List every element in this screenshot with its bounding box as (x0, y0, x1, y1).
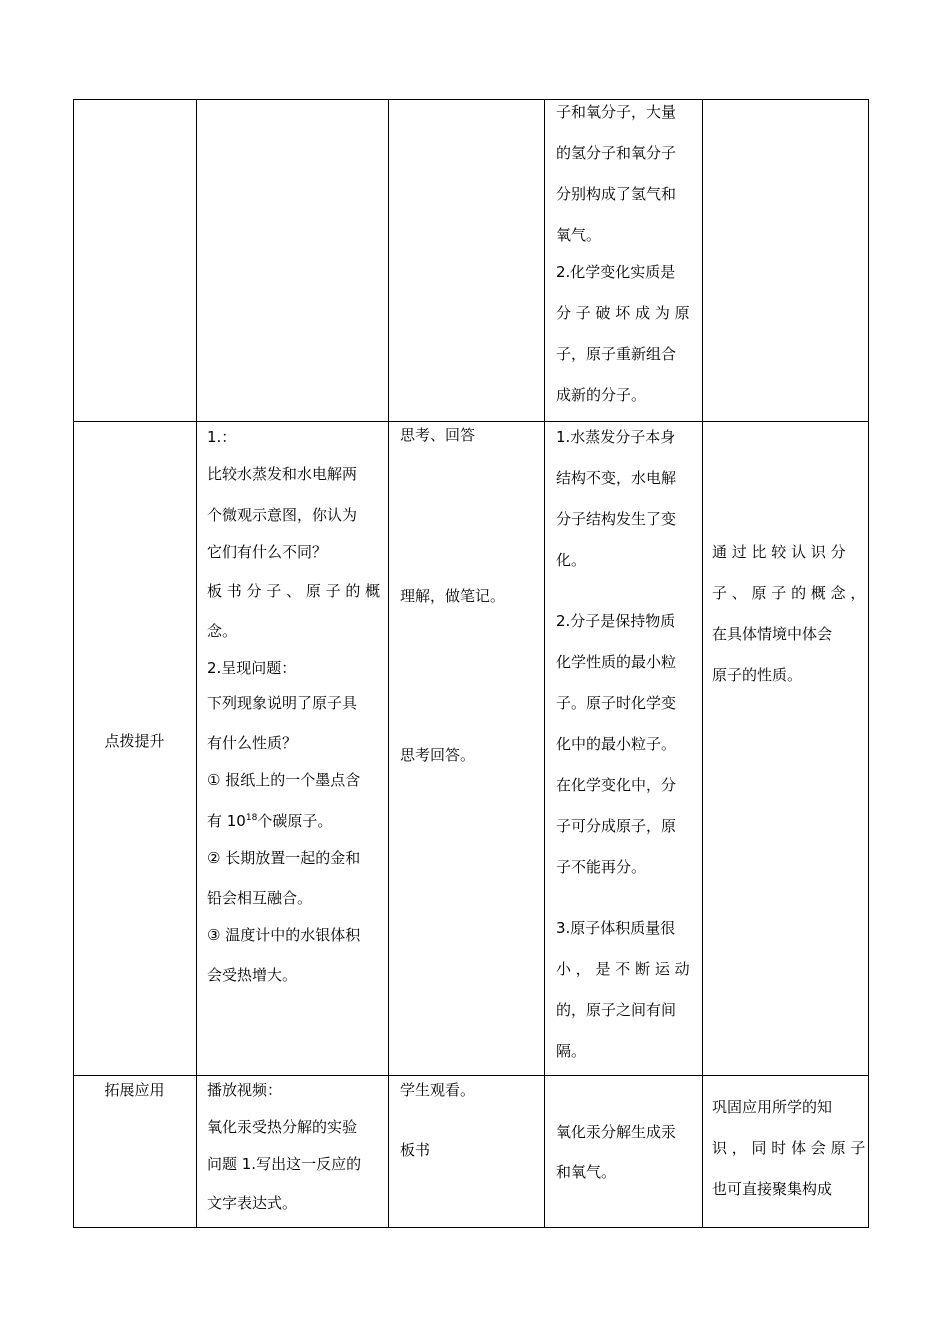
content-line: 分子结构发生了变 (556, 510, 677, 528)
teacher-line: 文字表达式。 (207, 1194, 298, 1212)
table-left-border (73, 99, 74, 1228)
teacher-line (207, 811, 332, 831)
content-line: 结构不变，水电解 (556, 469, 677, 487)
teacher-line: 会受热增大。 (207, 966, 298, 984)
teacher-line: 板 书 分 子 、 原 子 的 概 (207, 582, 381, 600)
teacher-line: ② 长期放置一起的金和 (207, 849, 361, 867)
teacher-text: 个碳原子。 (257, 812, 333, 830)
col-divider-1 (196, 99, 197, 1228)
content-line: 子。原子时化学变 (556, 694, 677, 712)
content-line: 子可分成原子，原 (556, 817, 677, 835)
teacher-line: 念。 (207, 622, 238, 640)
row-divider-1 (73, 421, 869, 422)
teacher-line: ① 报纸上的一个墨点含 (207, 771, 361, 789)
content-line: 分 子 破 坏 成 为 原 (556, 304, 690, 322)
student-line: 思考回答。 (400, 746, 476, 764)
teacher-line: 铅会相互融合。 (207, 889, 313, 907)
content-line: 的氢分子和氧分子 (556, 144, 677, 162)
content-line: 和氧气。 (556, 1163, 617, 1181)
phase-label: 拓展应用 (104, 1081, 165, 1099)
content-line: 氧气。 (556, 226, 602, 244)
teacher-line: 个微观示意图，你认为 (207, 506, 358, 524)
table-top-border (73, 99, 869, 100)
row-divider-2 (73, 1075, 869, 1076)
content-line: 化。 (556, 551, 587, 569)
phase-label: 点拨提升 (104, 732, 165, 750)
intent-line: 原子的性质。 (712, 666, 803, 684)
exponent: 18 (245, 813, 258, 823)
content-line: 子不能再分。 (556, 858, 647, 876)
teacher-line: 1.： (207, 428, 237, 446)
student-line: 思考、回答 (400, 426, 476, 444)
teacher-line: 氧化汞受热分解的实验 (207, 1118, 358, 1136)
student-line: 学生观看。 (400, 1081, 476, 1099)
content-line: 2.化学变化实质是 (556, 263, 676, 281)
row2-phase-cell (73, 731, 196, 751)
row3-phase-cell (73, 1080, 196, 1100)
content-line: 化学性质的最小粒 (556, 653, 677, 671)
teacher-line: 播放视频： (207, 1081, 283, 1099)
teacher-line: 有什么性质？ (207, 734, 298, 752)
content-line: 子和氧分子，大量 (556, 103, 677, 121)
content-line: 3.原子体积质量很 (556, 919, 676, 937)
content-line: 氧化汞分解生成汞 (556, 1123, 677, 1141)
content-line: 的，原子之间有间 (556, 1001, 677, 1019)
teacher-line: 问题 1.写出这一反应的 (207, 1155, 362, 1173)
intent-line: 通 过 比 较 认 识 分 (712, 543, 846, 561)
lesson-table (73, 99, 869, 1228)
content-line: 1.水蒸发分子本身 (556, 428, 676, 446)
student-line: 理解，做笔记。 (400, 587, 506, 605)
teacher-line: 比较水蒸发和水电解两 (207, 465, 358, 483)
student-line: 板书 (400, 1141, 431, 1159)
content-line: 在化学变化中，分 (556, 776, 677, 794)
intent-line: 子 、 原 子 的 概 念 ， (712, 584, 866, 602)
col-divider-2 (388, 99, 389, 1228)
teacher-line: ③ 温度计中的水银体积 (207, 926, 361, 944)
intent-line: 巩固应用所学的知 (712, 1098, 833, 1116)
teacher-line: 2.呈现问题： (207, 659, 297, 677)
table-right-border (868, 99, 869, 1228)
content-line: 子，原子重新组合 (556, 345, 677, 363)
teacher-line: 下列现象说明了原子具 (207, 694, 358, 712)
intent-line: 识 ， 同 时 体 会 原 子 (712, 1139, 866, 1157)
content-line: 2.分子是保持物质 (556, 612, 676, 630)
col-divider-4 (702, 99, 703, 1228)
content-line: 分别构成了氢气和 (556, 185, 677, 203)
table-bottom-border (73, 1227, 869, 1228)
col-divider-3 (544, 99, 545, 1228)
content-line: 小 ， 是 不 断 运 动 (556, 960, 690, 978)
content-line: 成新的分子。 (556, 386, 647, 404)
content-line: 隔。 (556, 1042, 587, 1060)
intent-line: 也可直接聚集构成 (712, 1180, 833, 1198)
intent-line: 在具体情境中体会 (712, 625, 833, 643)
content-line: 化中的最小粒子。 (556, 735, 677, 753)
teacher-text: 有 10 (207, 812, 246, 830)
teacher-line: 它们有什么不同？ (207, 543, 328, 561)
